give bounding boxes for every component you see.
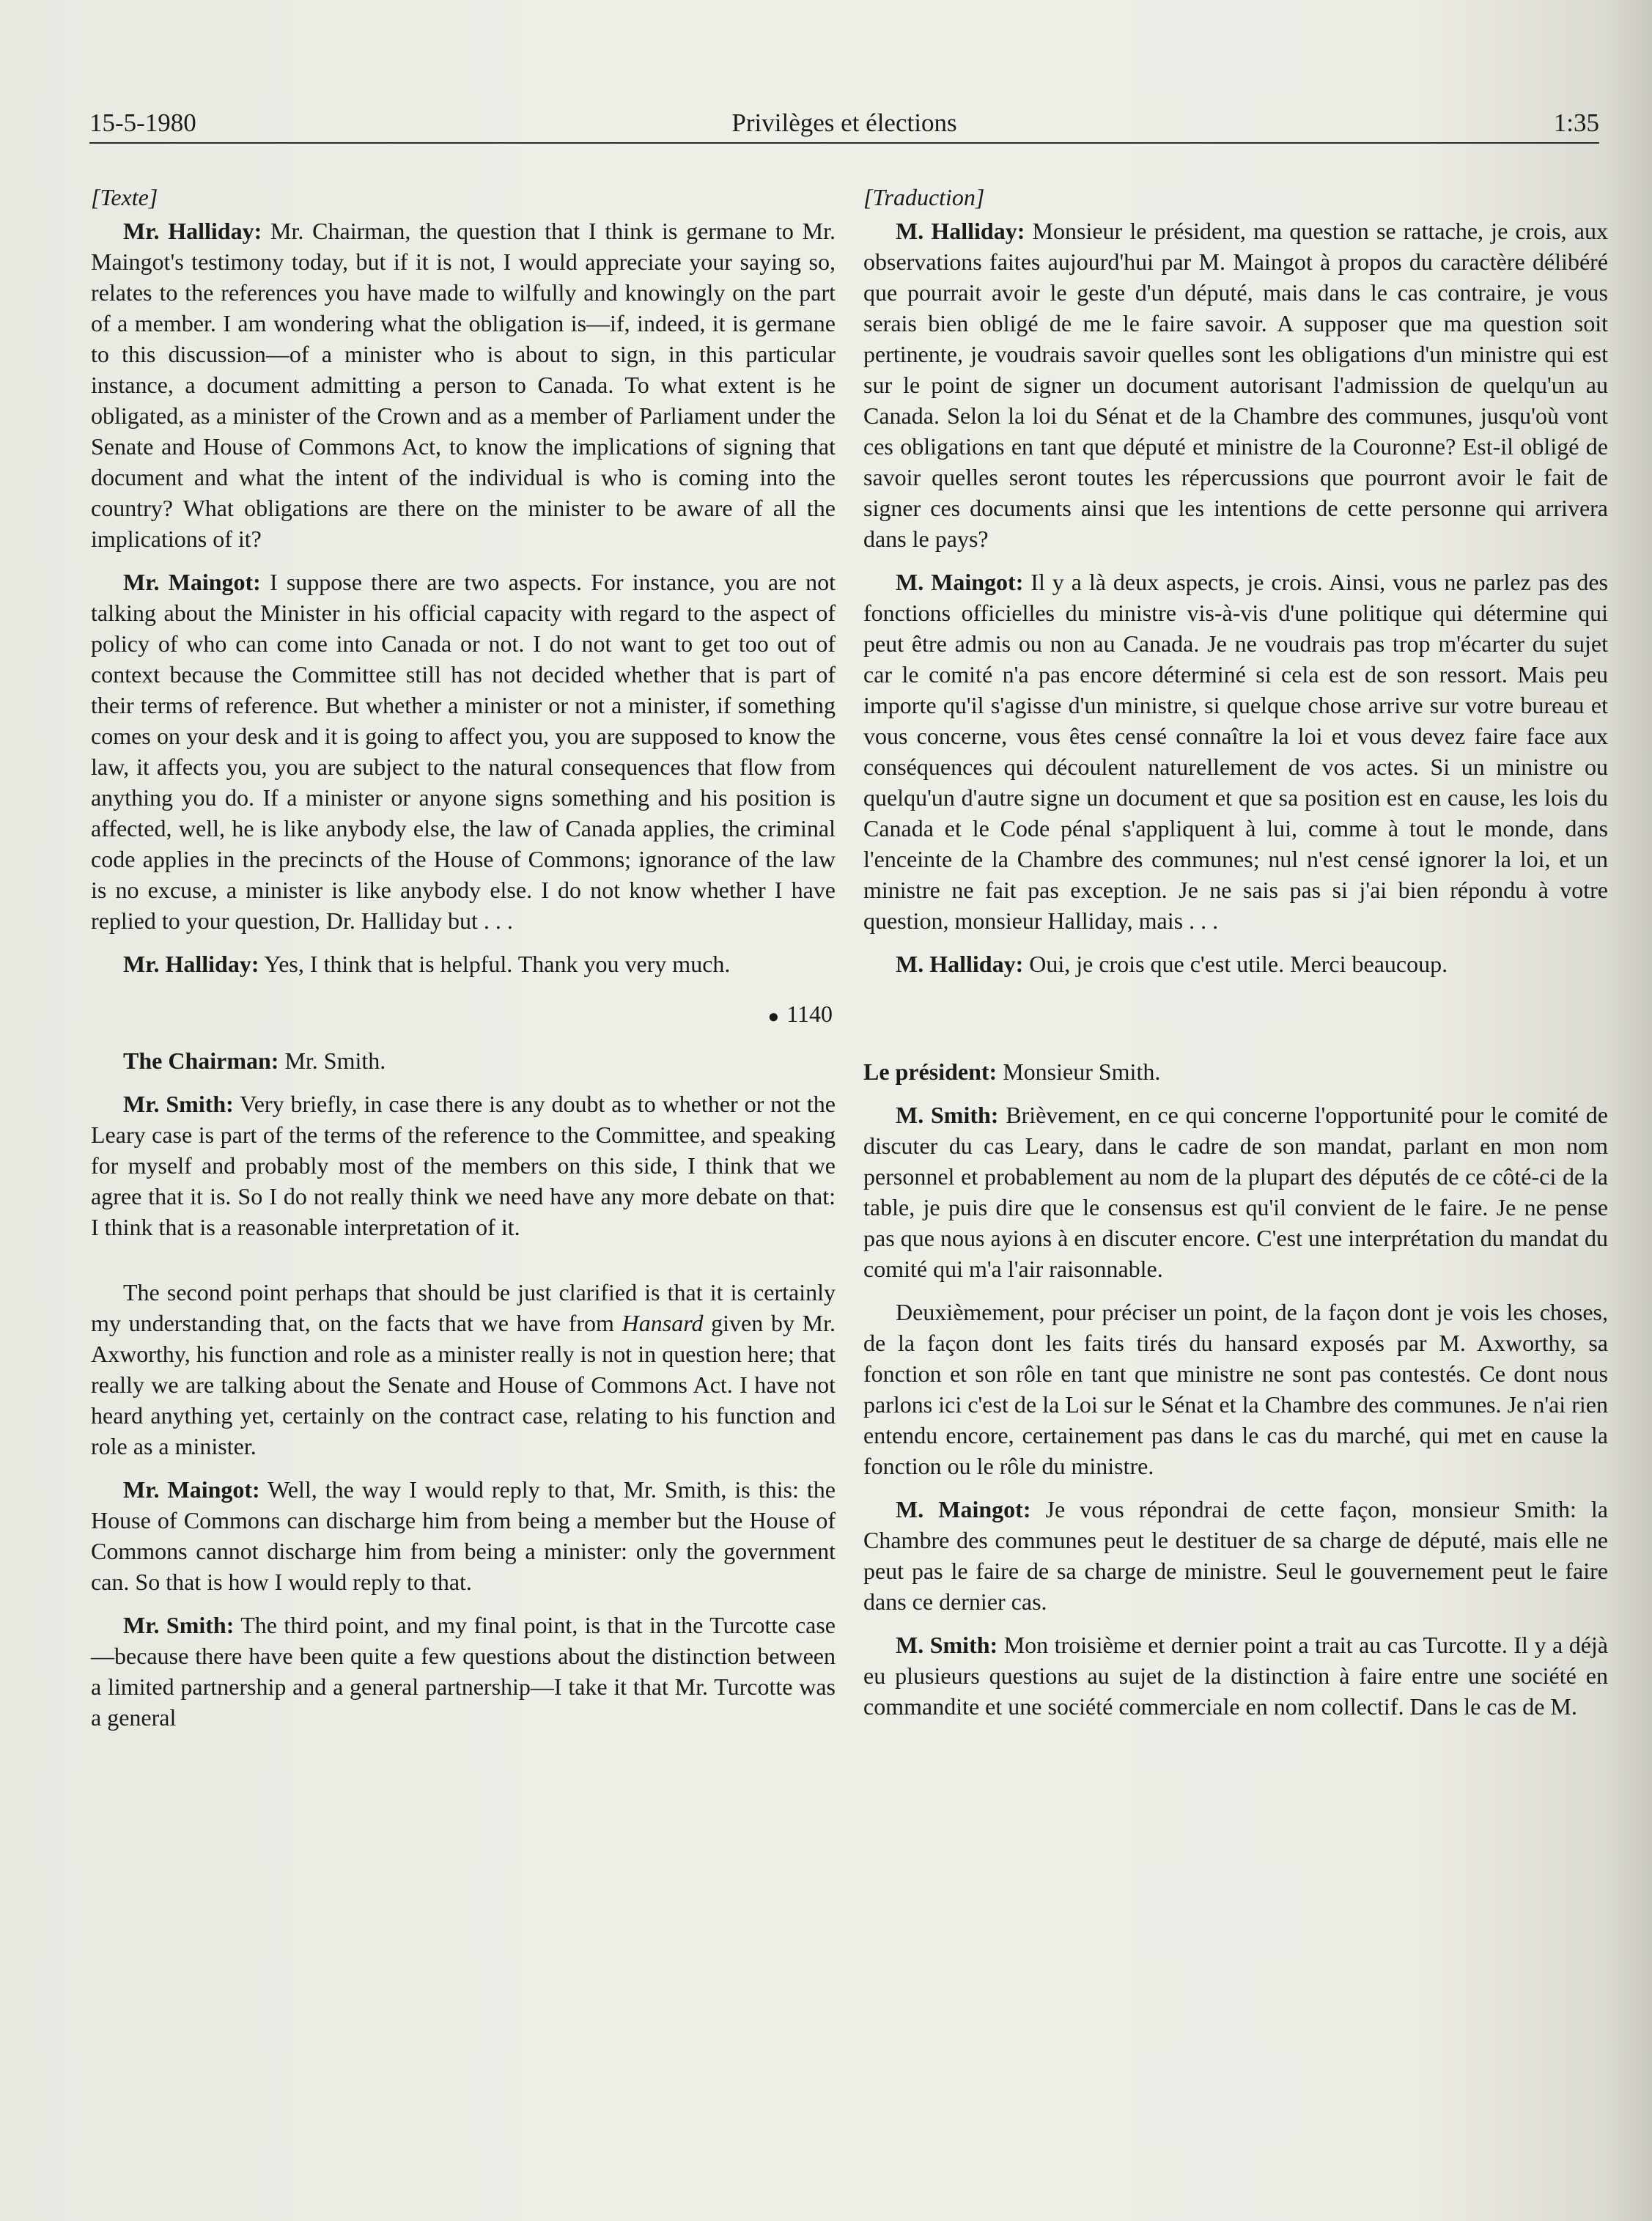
right-column-french bbox=[863, 182, 1608, 1734]
speaker-name: Le président: bbox=[863, 1058, 998, 1085]
paragraph-text: Mon troisième et dernier point a trait au cas Turcotte. Il y a déjà eu plusieurs questions au sujet de la distinction à faire entre une société en commandite et une société commerciale en nom collectif. Dans le cas de M. bbox=[863, 1632, 1609, 1720]
paragraph-halliday-thanks bbox=[91, 949, 836, 979]
speaker-name: M. Halliday: bbox=[896, 218, 1025, 244]
header-page-number: 1:35 bbox=[1553, 108, 1599, 137]
header-title: Privilèges et élections bbox=[731, 108, 957, 137]
paragraph-halliday-question-fr bbox=[863, 216, 1608, 554]
paragraph-smith-second-point-fr bbox=[863, 1297, 1608, 1481]
paragraph-text: Je vous répondrai de cette façon, monsieur Smith: la Chambre des communes peut le destituer de sa charge de député, mais elle ne peut pas le faire de sa charge de ministre. Seul le gouvernement peut le faire dans ce dernier cas. bbox=[863, 1496, 1609, 1615]
language-label-texte: [Texte] bbox=[91, 184, 158, 210]
paragraph-smith-turcotte-fr bbox=[863, 1629, 1608, 1722]
header-rule bbox=[89, 142, 1599, 144]
speaker-name: M. Halliday: bbox=[896, 951, 1024, 977]
speaker-name: Mr. Maingot: bbox=[123, 569, 261, 595]
paragraph-text: I suppose there are two aspects. For instance, you are not talking about the Minister in his official capacity with regard to the aspect of policy of who can come into Canada or not. I do not want to get too out of context because the Committee still has not decided whether that is part of their terms of reference. But whether a minister or not a minister, if something comes on your desk and it is going to affect you, you are supposed to know the law, it affects you, you are subject to the natural consequences that flow from anything you do. If a minister or anyone signs something and his position is affected, well, he is like anybody else, the law of Canada applies, the criminal code applies in the precincts of the House of Commons; ignorance of the law is no excuse, a minister is like anybody else. I do not know whether I have replied to your question, Dr. Halliday but . . . bbox=[91, 569, 836, 934]
speaker-name: M. Maingot: bbox=[896, 569, 1024, 595]
paragraph-halliday-thanks-fr bbox=[863, 949, 1608, 979]
paragraph-text: Il y a là deux aspects, je crois. Ainsi, vous ne parlez pas des fonctions officielles du ministre vis-à-vis d'une politique qui détermine qui peut être admis ou non au Canada. Je ne voudrais pas trop m'écarter du sujet car le comité n'a pas encore déterminé si cela est de son ressort. Mais peu importe qu'il s'agisse d'un ministre, si quelque chose arrive sur votre bureau et vous concerne, vous êtes censé connaître la loi et vous devez faire face aux conséquences qui découlent naturellement de vos actes. Si un ministre ou quelqu'un d'autre signe un document et que sa position est en cause, les lois du Canada et le Code pénal s'appliquent à lui, comme à tout le monde, dans l'enceinte de la Chambre des communes; nul n'est censé ignorer la loi, et un ministre ne fait pas exception. Je ne sais pas si j'ai bien répondu à votre question, monsieur Halliday, mais . . . bbox=[863, 569, 1609, 934]
paragraph-text: Very briefly, in case there is any doubt as to whether or not the Leary case is part of the terms of the reference to the Committee, and speaking for myself and probably most of the members on this side, I think that we agree that it is. So I do not really think we need have any more debate on that: I think that is a reasonable interpretation of it. bbox=[91, 1090, 836, 1240]
paragraph-maingot-reply-fr bbox=[863, 567, 1608, 936]
paragraph-text: Monsieur le président, ma question se rattache, je crois, aux observations faites aujourd'hui par M. Maingot à propos du caractère délibéré que pourrait avoir le geste d'un député, mais dans le cas contraire, je vous serais bien obligé de me le faire savoir. A supposer que ma question soit pertinente, je voudrais savoir quelles sont les obligations d'un ministre qui est sur le point de signer un document autorisant l'admission de quelqu'un au Canada. Selon la loi du Sénat et de la Chambre des communes, jusqu'où vont ces obligations en tant que député et ministre de la Couronne? Est-il obligé de savoir quelles seront toutes les répercussions que pourront avoir le fait de signer ces documents ainsi que les intentions de cette personne qui arrivera dans le pays? bbox=[863, 218, 1609, 552]
paragraph-text: Yes, I think that is helpful. Thank you very much. bbox=[259, 951, 731, 977]
paragraph-text: Well, the way I would reply to that, Mr. Smith, is this: the House of Commons can discharge him from being a member but the House of Commons cannot discharge him from being a minister: only the government can. So that is how I would reply to that. bbox=[91, 1476, 836, 1595]
paragraph-smith-second-point: The second point perhaps that should be just clarified is that it is certainly my understanding that, on the facts that we have from Hansard given by Mr. Axworthy, his function and role as a minister really is not in question here; that really we are talking about the Senate and House of Commons Act. I have not heard anything yet, certainly on the contract case, relating to his function and role as a minister. bbox=[91, 1278, 836, 1459]
paragraph-smith-leary-fr bbox=[863, 1100, 1608, 1284]
hansard-italic: Hansard bbox=[622, 1309, 704, 1336]
speaker-name: Mr. Halliday: bbox=[123, 951, 259, 977]
speaker-name: Mr. Smith: bbox=[123, 1611, 235, 1638]
bullet-icon: ● bbox=[767, 1005, 780, 1027]
paragraph-text: The third point, and my final point, is that in the Turcotte case—because there have been quite a few questions about the distinction between a limited partnership and a general partnership—I take it that Mr. Turcotte was a general bbox=[91, 1611, 836, 1731]
paragraph-president-fr bbox=[863, 1056, 1608, 1087]
speaker-name: M. Smith: bbox=[896, 1102, 999, 1128]
paragraph-chairman bbox=[91, 1045, 836, 1076]
paragraph-text: Mr. Smith. bbox=[279, 1047, 386, 1074]
paragraph-maingot-discharge-fr bbox=[863, 1494, 1608, 1617]
speaker-name: The Chairman: bbox=[123, 1047, 279, 1074]
paragraph-smith-turcotte bbox=[91, 1610, 836, 1733]
paragraph-maingot-discharge bbox=[91, 1474, 836, 1597]
speaker-name: M. Smith: bbox=[896, 1632, 998, 1658]
paragraph-text: Oui, je crois que c'est utile. Merci beaucoup. bbox=[1023, 951, 1448, 977]
speaker-name: Mr. Maingot: bbox=[123, 1476, 260, 1503]
speaker-name: Mr. Smith: bbox=[123, 1090, 234, 1117]
paragraph-text: Brièvement, en ce qui concerne l'opportunité pour le comité de discuter du cas Leary, dans le cadre de son mandat, parlant en mon nom personnel et probablement au nom de la plupart des députés de ce côté-ci de la table, je puis dire que le consensus est qu'il convient de le faire. Je ne pense pas que nous ayions à en discuter encore. C'est une interprétation du mandat du comité qui m'a l'air raisonnable. bbox=[863, 1102, 1609, 1282]
paragraph-maingot-reply bbox=[91, 567, 836, 936]
paragraph-halliday-question bbox=[91, 216, 836, 554]
speaker-name: Mr. Halliday: bbox=[123, 218, 262, 244]
time-marker: ● 1140 bbox=[767, 1001, 833, 1027]
language-label-traduction: [Traduction] bbox=[863, 184, 985, 210]
running-header bbox=[89, 107, 1599, 142]
paragraph-text: Deuxièmement, pour préciser un point, de la façon dont je vois les choses, de la façon dont les faits tirés du hansard exposés par M. Axworthy, sa fonction et son rôle en tant que ministre ne sont pas contestés. Ce dont nous parlons ici c'est de la Loi sur le Sénat et la Chambre des communes. Je n'ai rien entendu encore, certainement pas dans le cas du marché, qui met en cause la fonction ou le rôle du ministre. bbox=[863, 1299, 1608, 1479]
left-column-english bbox=[91, 182, 836, 1745]
paragraph-smith-leary bbox=[91, 1089, 836, 1242]
header-date: 15-5-1980 bbox=[89, 108, 196, 137]
paragraph-text: Monsieur Smith. bbox=[997, 1058, 1161, 1085]
paragraph-text: Mr. Chairman, the question that I think is germane to Mr. Maingot's testimony today, but if it is not, I would appreciate your saying so, relates to the references you have made to wilfully and knowingly on the part of a member. I am wondering what the obligation is—if, indeed, it is germane to this discussion—of a minister who is about to sign, in this particular instance, a document admitting a person to Canada. To what extent is he obligated, as a minister of the Crown and as a member of Parliament under the Senate and House of Commons Act, to know the implications of signing that document and what the intent of the individual is who is coming into the country? What obligations are there on the minister to be aware of all the implications of it? bbox=[91, 218, 836, 552]
speaker-name: M. Maingot: bbox=[896, 1496, 1031, 1522]
